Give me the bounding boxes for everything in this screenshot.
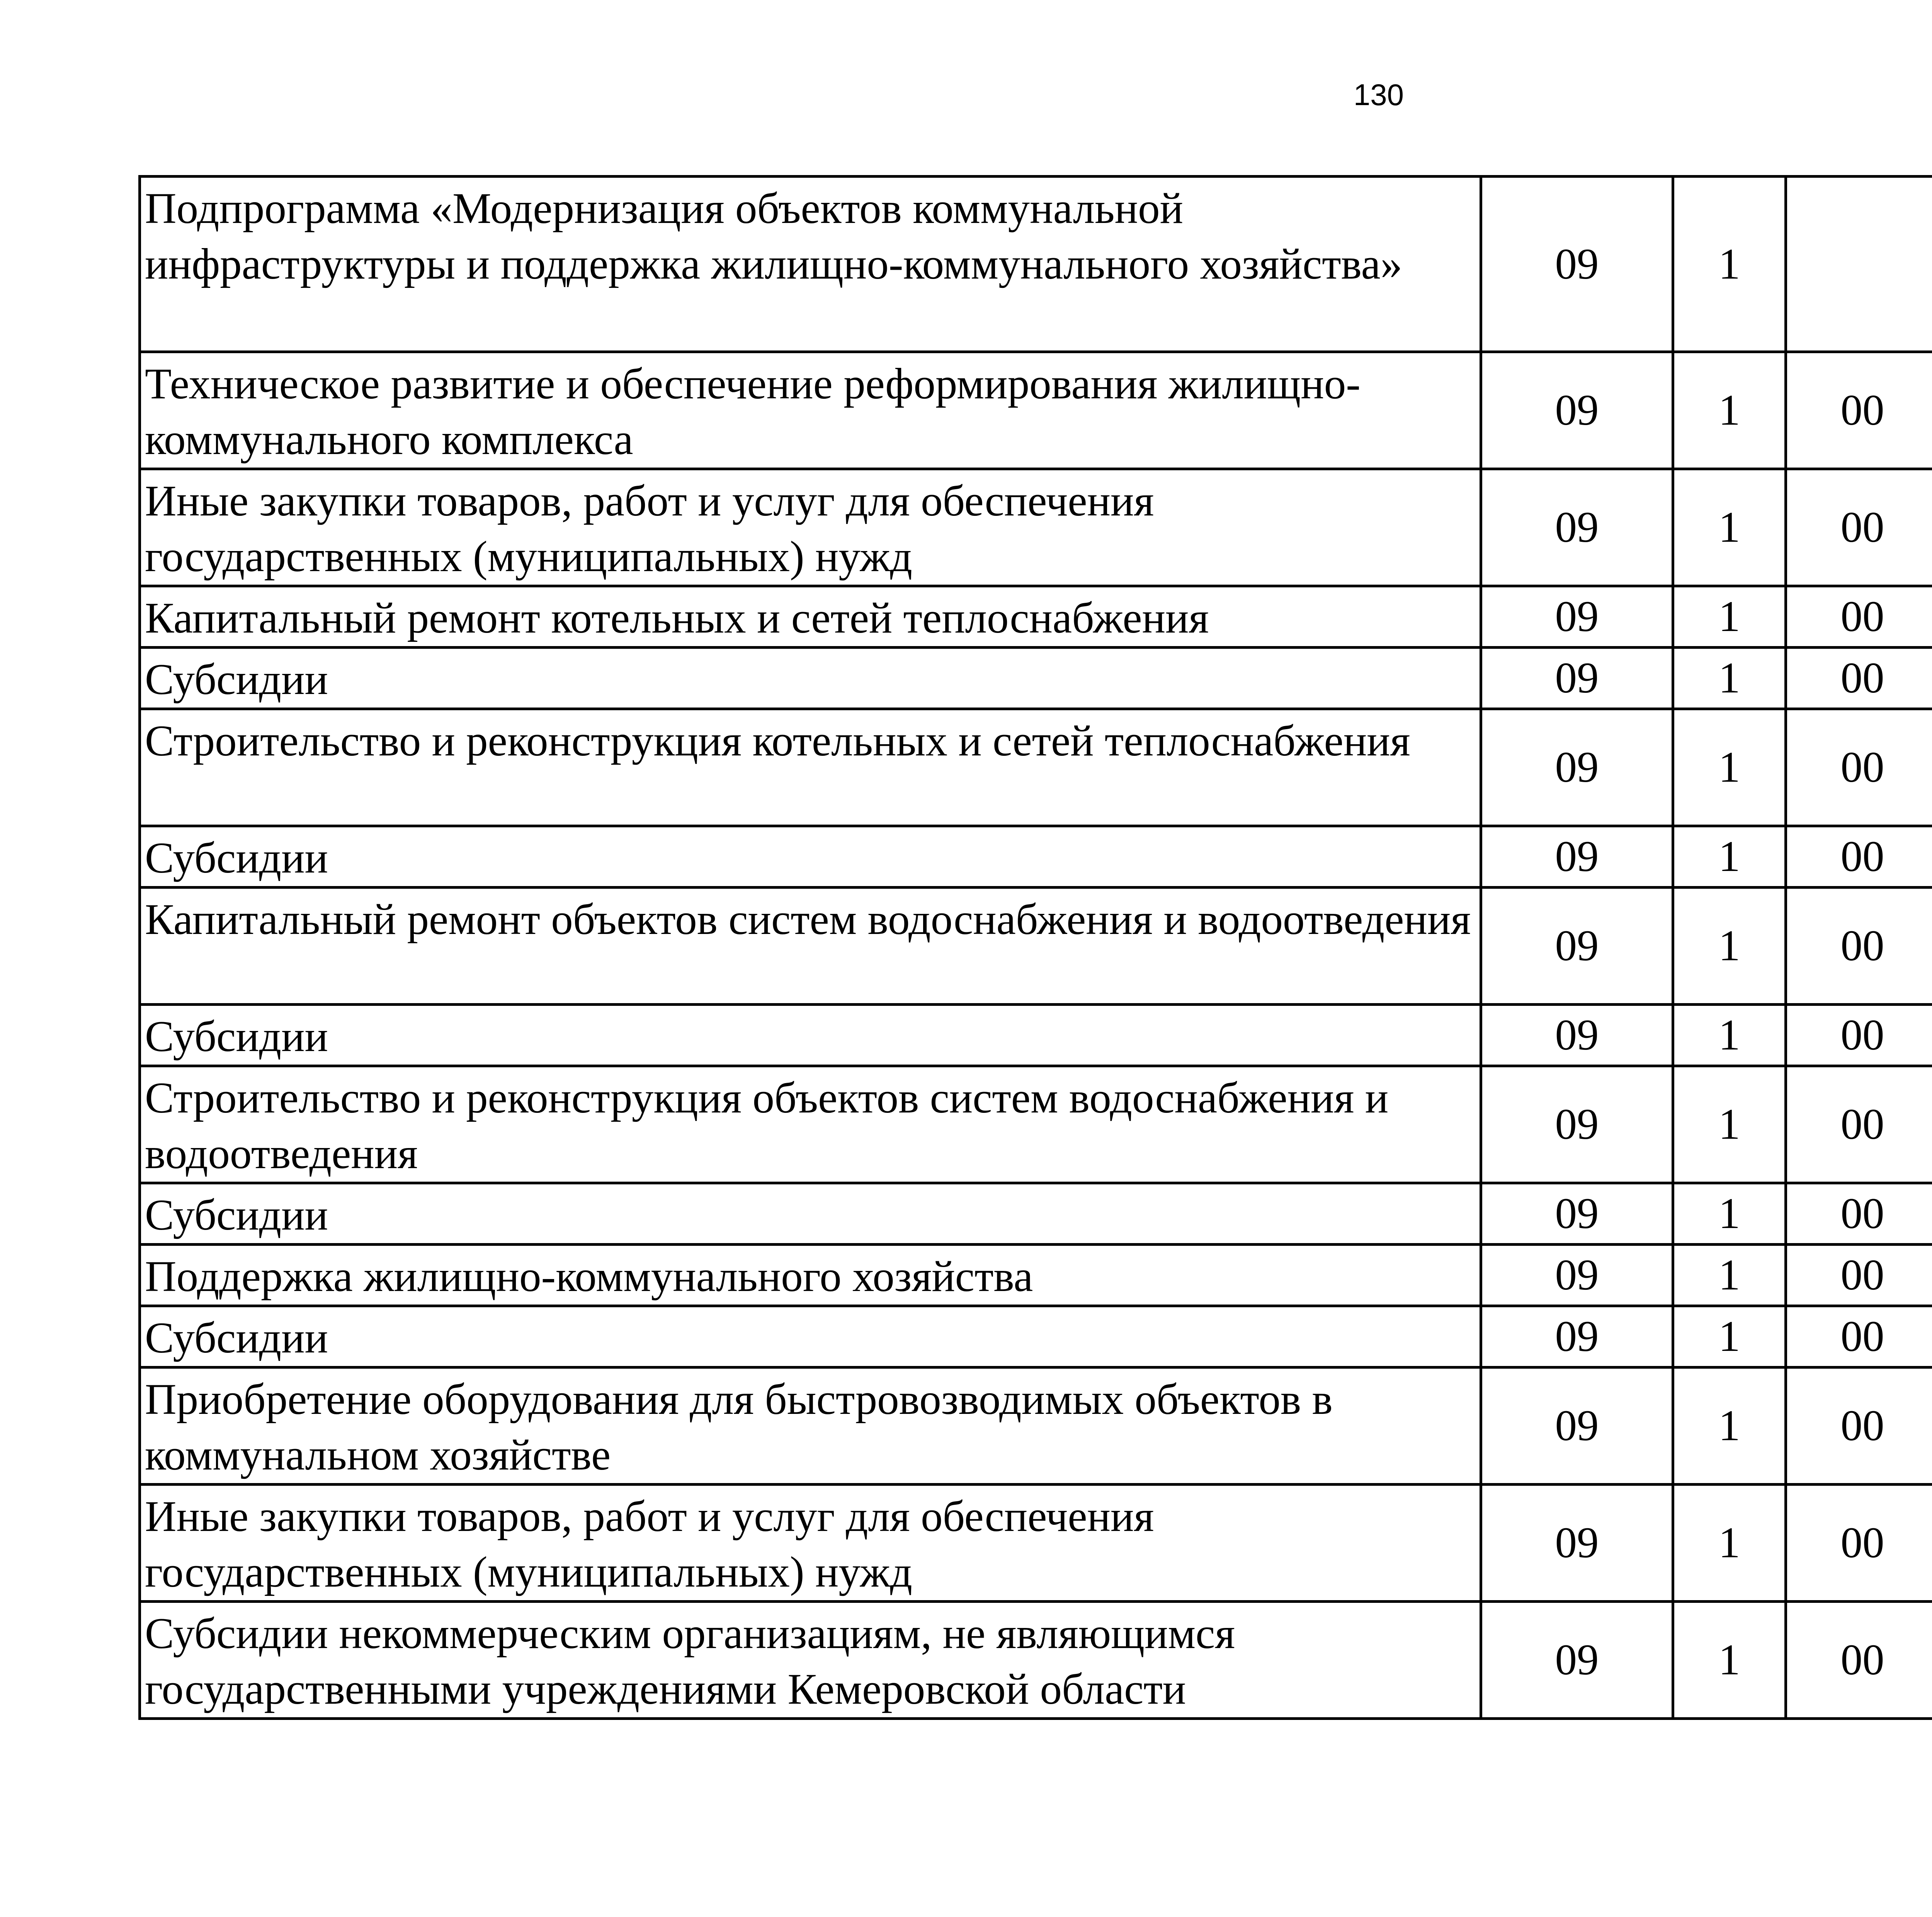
table-row xyxy=(140,469,1932,586)
cell-s xyxy=(1786,177,1932,352)
cell-gp: 09 xyxy=(1481,826,1673,888)
table-row xyxy=(140,177,1932,352)
cell-pp: 1 xyxy=(1673,1368,1786,1485)
page-number: 130 xyxy=(1353,78,1404,112)
cell-pp: 1 xyxy=(1673,352,1786,469)
cell-s: 00 xyxy=(1786,1306,1932,1368)
cell-name: Капитальный ремонт котельных и сетей теплоснабжения xyxy=(140,586,1481,648)
budget-table xyxy=(138,175,1932,1720)
cell-name: Субсидии xyxy=(140,1183,1481,1245)
cell-gp: 09 xyxy=(1481,1485,1673,1602)
cell-name: Субсидии xyxy=(140,826,1481,888)
cell-gp: 09 xyxy=(1481,709,1673,826)
table-row xyxy=(140,709,1932,826)
cell-gp: 09 xyxy=(1481,586,1673,648)
table-row xyxy=(140,1005,1932,1066)
cell-pp: 1 xyxy=(1673,648,1786,709)
cell-pp: 1 xyxy=(1673,888,1786,1005)
cell-pp: 1 xyxy=(1673,1602,1786,1719)
cell-pp: 1 xyxy=(1673,1066,1786,1183)
cell-s: 00 xyxy=(1786,1368,1932,1485)
cell-name: Приобретение оборудования для быстровозводимых объектов в коммунальном хозяйстве xyxy=(140,1368,1481,1485)
cell-pp: 1 xyxy=(1673,177,1786,352)
cell-gp: 09 xyxy=(1481,1066,1673,1183)
cell-name: Поддержка жилищно-коммунального хозяйства xyxy=(140,1245,1481,1306)
cell-pp: 1 xyxy=(1673,709,1786,826)
cell-gp: 09 xyxy=(1481,888,1673,1005)
cell-gp: 09 xyxy=(1481,1602,1673,1719)
cell-name: Иные закупки товаров, работ и услуг для обеспечения государственных (муниципальных) нужд xyxy=(140,1485,1481,1602)
cell-gp: 09 xyxy=(1481,1245,1673,1306)
cell-s: 00 xyxy=(1786,1602,1932,1719)
cell-s: 00 xyxy=(1786,469,1932,586)
cell-name: Капитальный ремонт объектов систем водоснабжения и водоотведения xyxy=(140,888,1481,1005)
cell-s: 00 xyxy=(1786,888,1932,1005)
cell-s: 00 xyxy=(1786,1245,1932,1306)
table-row xyxy=(140,1368,1932,1485)
cell-pp: 1 xyxy=(1673,1183,1786,1245)
cell-gp: 09 xyxy=(1481,1368,1673,1485)
cell-s: 00 xyxy=(1786,1066,1932,1183)
cell-pp: 1 xyxy=(1673,1485,1786,1602)
cell-pp: 1 xyxy=(1673,469,1786,586)
cell-gp: 09 xyxy=(1481,177,1673,352)
cell-pp: 1 xyxy=(1673,826,1786,888)
table-row xyxy=(140,586,1932,648)
table-row xyxy=(140,1245,1932,1306)
cell-pp: 1 xyxy=(1673,586,1786,648)
table-row xyxy=(140,648,1932,709)
cell-name: Субсидии некоммерческим организациям, не являющимся государственными учреждениями Кемеровской области xyxy=(140,1602,1481,1719)
table-row xyxy=(140,826,1932,888)
cell-gp: 09 xyxy=(1481,648,1673,709)
cell-s: 00 xyxy=(1786,352,1932,469)
cell-gp: 09 xyxy=(1481,469,1673,586)
cell-name: Подпрограмма «Модернизация объектов коммунальной инфраструктуры и поддержка жилищно-коммунального хозяйства» xyxy=(140,177,1481,352)
cell-s: 00 xyxy=(1786,586,1932,648)
table-row xyxy=(140,1306,1932,1368)
cell-gp: 09 xyxy=(1481,1306,1673,1368)
cell-s: 00 xyxy=(1786,1183,1932,1245)
cell-name: Строительство и реконструкция котельных и сетей теплоснабжения xyxy=(140,709,1481,826)
table-row xyxy=(140,1485,1932,1602)
table-row xyxy=(140,352,1932,469)
cell-s: 00 xyxy=(1786,826,1932,888)
cell-pp: 1 xyxy=(1673,1245,1786,1306)
cell-s: 00 xyxy=(1786,648,1932,709)
table-row xyxy=(140,1066,1932,1183)
table-row xyxy=(140,1183,1932,1245)
cell-gp: 09 xyxy=(1481,1005,1673,1066)
cell-gp: 09 xyxy=(1481,352,1673,469)
table-row xyxy=(140,888,1932,1005)
cell-pp: 1 xyxy=(1673,1306,1786,1368)
cell-name: Субсидии xyxy=(140,1306,1481,1368)
cell-pp: 1 xyxy=(1673,1005,1786,1066)
cell-name: Субсидии xyxy=(140,1005,1481,1066)
cell-s: 00 xyxy=(1786,709,1932,826)
cell-name: Субсидии xyxy=(140,648,1481,709)
cell-s: 00 xyxy=(1786,1005,1932,1066)
cell-gp: 09 xyxy=(1481,1183,1673,1245)
table-row xyxy=(140,1602,1932,1719)
cell-name: Техническое развитие и обеспечение реформирования жилищно-коммунального комплекса xyxy=(140,352,1481,469)
cell-name: Иные закупки товаров, работ и услуг для обеспечения государственных (муниципальных) нужд xyxy=(140,469,1481,586)
cell-name: Строительство и реконструкция объектов систем водоснабжения и водоотведения xyxy=(140,1066,1481,1183)
cell-s: 00 xyxy=(1786,1485,1932,1602)
